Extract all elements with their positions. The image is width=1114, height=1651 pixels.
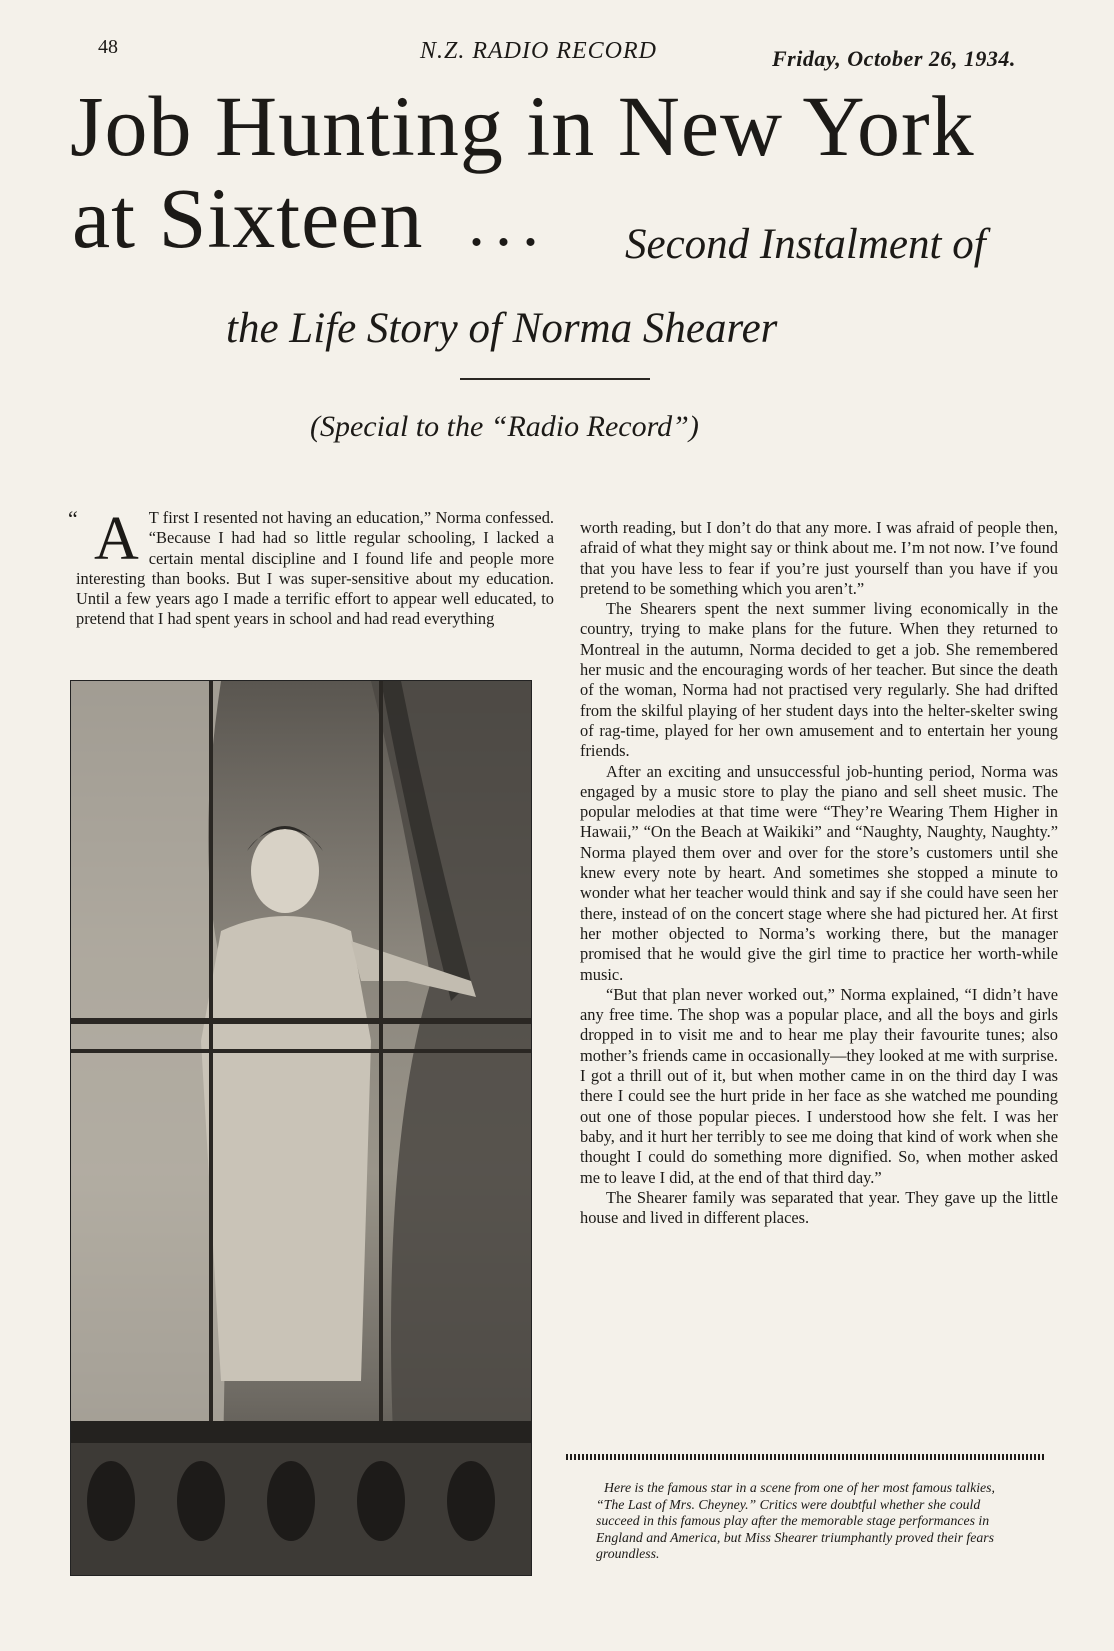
caption-divider (566, 1454, 1044, 1460)
photo-illustration (71, 681, 531, 1575)
article-paragraph: worth reading, but I don’t do that any more. I was afraid of people then, afraid of what they might say or think about me. I’m not now. I’ve found that you have less to fear if you’re just yourself than you have if you pretend to be something which you aren’t.” (580, 518, 1058, 598)
opening-quote-mark: “ (68, 506, 78, 531)
headline-rule (460, 378, 650, 380)
subtitle-line-2: the Life Story of Norma Shearer (226, 305, 778, 352)
issue-date: Friday, October 26, 1934. (772, 46, 1016, 71)
article-paragraph: After an exciting and unsuccessful job-hunting period, Norma was engaged by a music store to play the piano and sell sheet music. The popular melodies at that time were “They’re Wearing Them Higher in Hawaii,” “On the Beach at Waikiki” and “Naughty, Naughty, Naughty.” Norma played them over and over for the store’s customers until she knew every note by heart. And sometimes she stopped a minute to wonder what her teacher would think and say if she could have seen her there, instead of on the concert stage where she had pictured her. At first her mother objected to Norma’s working there, but the manager promised that he would give the girl time to practice her worth-while music. (580, 761, 1058, 984)
publication-name: N.Z. RADIO RECORD (420, 38, 657, 64)
headline-line-2: at Sixteen (72, 170, 424, 266)
special-byline: (Special to the “Radio Record”) (310, 410, 699, 443)
headline-dots: ... (468, 184, 549, 260)
article-right-column (580, 518, 1058, 1228)
article-paragraph: The Shearers spent the next summer living economically in the country, trying to make plans for the future. When they returned to Montreal in the autumn, Norma decided to get a job. She remembered her music and the encouraging words of her teacher. But since the death of the woman, Norma had not practised very regularly. She had drifted from the skilful playing of her student days into the helter-skelter swing of rag-time, played for her own amusement and to entertain her young friends. (580, 599, 1058, 761)
photo-norma-shearer (70, 680, 532, 1576)
headline-line-1: Job Hunting in New York (70, 78, 975, 174)
drop-cap: A (94, 505, 139, 573)
article-paragraph: The Shearer family was separated that year. They gave up the little house and lived in different places. (580, 1187, 1058, 1228)
page-number: 48 (98, 36, 118, 58)
article-paragraph (76, 505, 554, 630)
article-opening-text: T first I resented not having an education,” Norma confessed. “Because I had had so little regular schooling, I lacked a certain mental discipline and I found life and people more interesting than books. But I was super-sensitive about my education. Until a few years ago I made a terrific effort to appear well educated, to pretend that I had spent years in school and had read everything (76, 508, 554, 629)
photo-caption: Here is the famous star in a scene from one of her most famous talkies, “The Last of Mrs. Cheyney.” Critics were doubtful whether she could succeed in this famous play after the memorable stage performances in England and America, but Miss Shearer triumphantly proved their fears groundless. (596, 1480, 996, 1562)
subtitle-line-1: Second Instalment of (625, 221, 986, 268)
article-left-column (76, 505, 554, 630)
article-paragraph: “But that plan never worked out,” Norma explained, “I didn’t have any free time. The shop was a popular place, and all the boys and girls dropped in to visit me and to hear me play their favourite tunes; also mother’s friends came in occasionally—they looked at me with surprise. I got a thrill out of it, but when mother came in on the third day I was there I could see the hurt pride in her face as she watched me pounding out one of those popular pieces. I understood how she felt. I was her baby, and it hurt her terribly to see me doing that kind of work when she thought I could do something more dignified. So, when mother asked me to leave I did, at the end of that third day.” (580, 984, 1058, 1187)
